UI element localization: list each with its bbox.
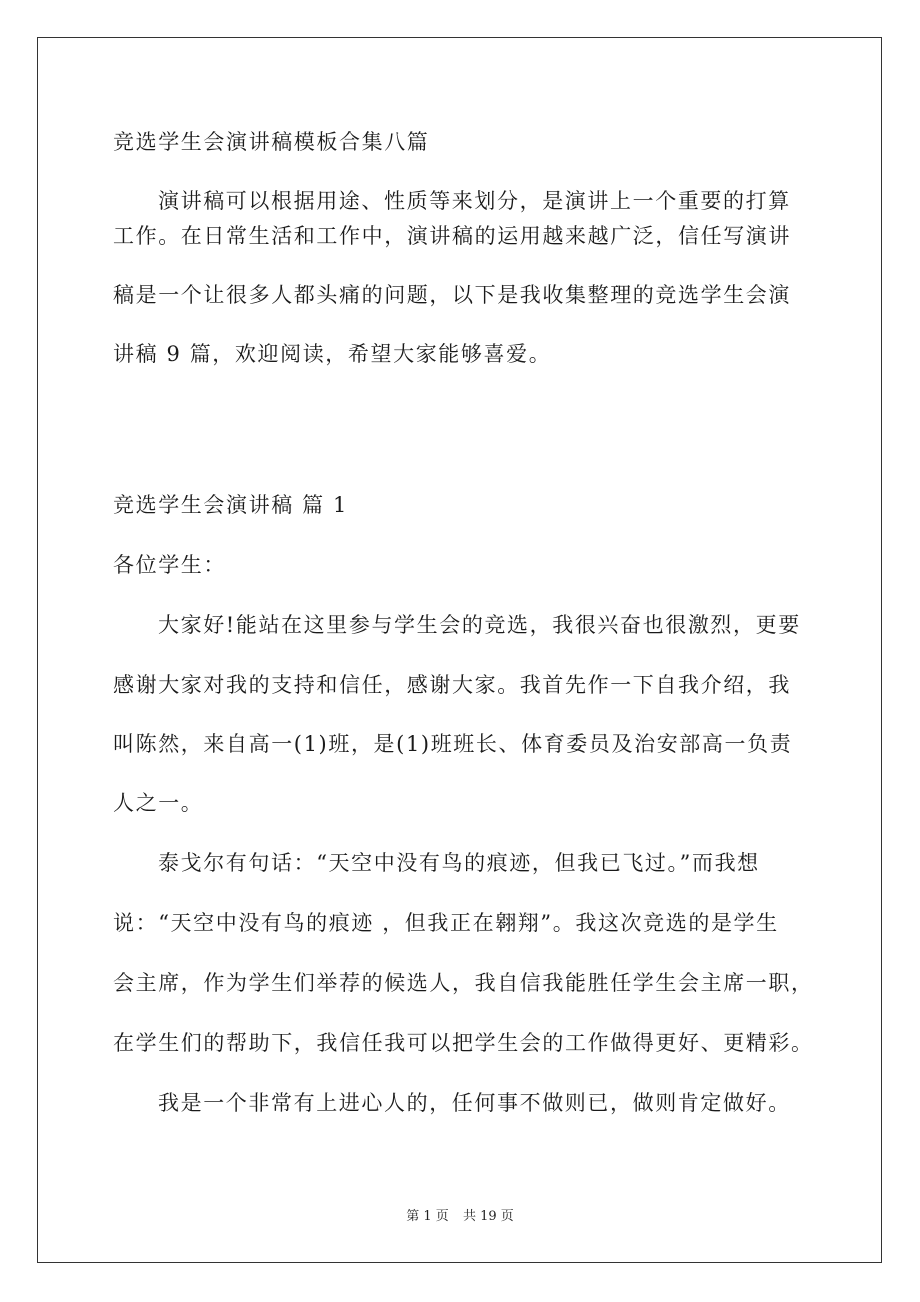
page-total: 共 19 页 [462, 1209, 514, 1224]
para2-line-2: 说：“天空中没有鸟的痕迹 ，但我正在翱翔”。我这次竞选的是学生 [113, 911, 779, 935]
para1-line-3: 叫陈然，来自高一(1)班，是(1)班班长、体育委员及治安部高一负责 [113, 732, 793, 756]
para1-line-2: 感谢大家对我的支持和信任，感谢大家。我首先作一下自我介绍，我 [113, 673, 791, 697]
section-heading: 竞选学生会演讲稿 篇 1 [113, 493, 348, 517]
para2-line-3: 会主席，作为学生们举荐的候选人，我自信我能胜任学生会主席一职， [113, 971, 814, 995]
intro-line-2: 工作。在日常生活和工作中，演讲稿的运用越来越广泛，信任写演讲 [113, 224, 791, 248]
para3-line-1: 我是一个非常有上进心人的，任何事不做则已，做则肯定做好。 [158, 1091, 791, 1115]
para2-line-1: 泰戈尔有句话：“天空中没有鸟的痕迹，但我已飞过。”而我想 [158, 851, 760, 875]
para2-line-4: 在学生们的帮助下，我信任我可以把学生会的工作做得更好、更精彩。 [113, 1031, 814, 1055]
page-current: 第 1 页 [406, 1209, 449, 1224]
document-title: 竞选学生会演讲稿模板合集八篇 [113, 130, 430, 154]
para1-line-1: 大家好!能站在这里参与学生会的竞选，我很兴奋也很激烈，更要 [158, 613, 801, 637]
para1-line-4: 人之一。 [113, 791, 204, 815]
intro-line-1: 演讲稿可以根据用途、性质等来划分，是演讲上一个重要的打算 [158, 189, 791, 213]
intro-line-4: 讲稿 9 篇，欢迎阅读，希望大家能够喜爱。 [113, 342, 552, 366]
salutation: 各位学生： [113, 553, 226, 577]
intro-line-3: 稿是一个让很多人都头痛的问题，以下是我收集整理的竞选学生会演 [113, 283, 791, 307]
page-footer [0, 1205, 920, 1224]
